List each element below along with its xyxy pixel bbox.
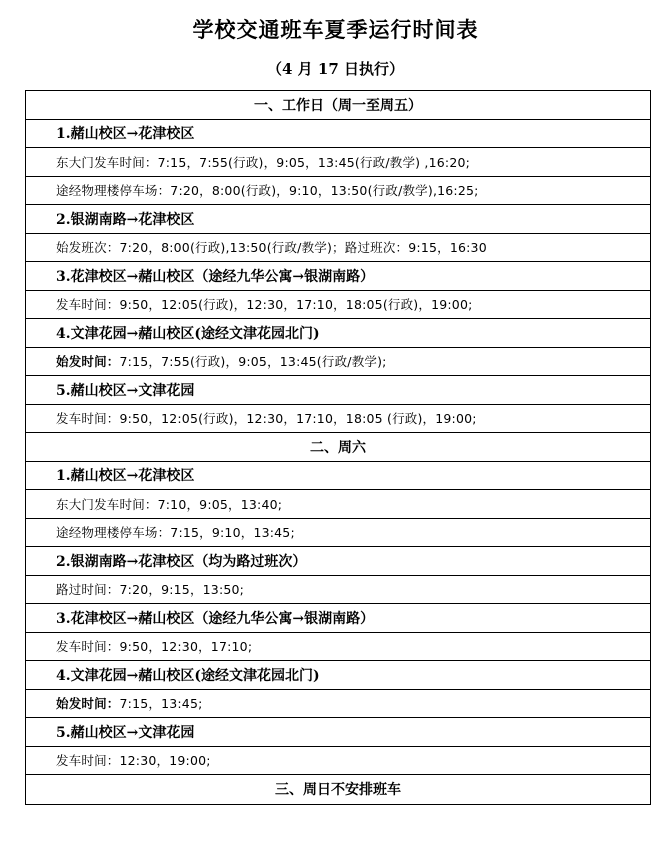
route-title: 1.赭山校区→花津校区 [26,120,650,149]
route-title: 3.花津校区→赭山校区（途经九华公寓→银湖南路） [26,604,650,633]
schedule-table [25,90,651,805]
section-header-weekday: 一、工作日（周一至周五） [26,91,650,120]
route-times: 途经物理楼停车场：7:15，9:10，13:45; [26,519,650,548]
route-times: 路过时间：7:20，9:15，13:50; [26,576,650,605]
route-times: 东大门发车时间：7:10，9:05，13:40; [26,490,650,519]
route-title: 1.赭山校区→花津校区 [26,462,650,491]
route-times [26,690,650,719]
route-title: 2.银湖南路→花津校区 [26,205,650,234]
effective-date: （4 月 17 日执行） [267,60,404,78]
section-header-sunday: 三、周日不安排班车 [275,782,401,799]
route-title: 4.文津花园→赭山校区(途经文津花园北门) [26,319,650,348]
route-times-values: 7:15，7:55(行政)，9:05，13:45(行政/教学); [119,354,387,370]
route-times: 发车时间：9:50，12:30，17:10; [26,633,650,662]
route-title: 2.银湖南路→花津校区（均为路过班次） [26,547,650,576]
page-title: 学校交通班车夏季运行时间表 [192,17,479,42]
route-title: 5.赭山校区→文津花园 [26,718,650,747]
section-header-saturday: 二、周六 [26,433,650,462]
route-times: 发车时间：12:30，19:00; [26,747,650,776]
route-times: 东大门发车时间：7:15，7:55(行政)，9:05，13:45(行政/教学) ,16:20; [26,148,650,177]
route-times: 发车时间：9:50，12:05(行政)，12:30，17:10，18:05 (行政)，19:00; [26,405,650,434]
route-times-label: 始发时间： [56,354,120,370]
route-title: 5.赭山校区→文津花园 [26,376,650,405]
route-times: 发车时间：9:50，12:05(行政)，12:30，17:10，18:05(行政)，19:00; [26,291,650,320]
route-times: 途经物理楼停车场：7:20，8:00(行政)，9:10，13:50(行政/教学),16:25; [26,177,650,206]
route-title: 3.花津校区→赭山校区（途经九华公寓→银湖南路） [26,262,650,291]
route-times: 始发班次：7:20，8:00(行政),13:50(行政/教学)；路过班次：9:15，16:30 [26,234,650,263]
route-times-label: 始发时间： [56,696,120,712]
route-title: 4.文津花园→赭山校区(途经文津花园北门) [26,661,650,690]
route-times-values: 7:15，13:45; [119,696,203,712]
route-times [26,348,650,377]
